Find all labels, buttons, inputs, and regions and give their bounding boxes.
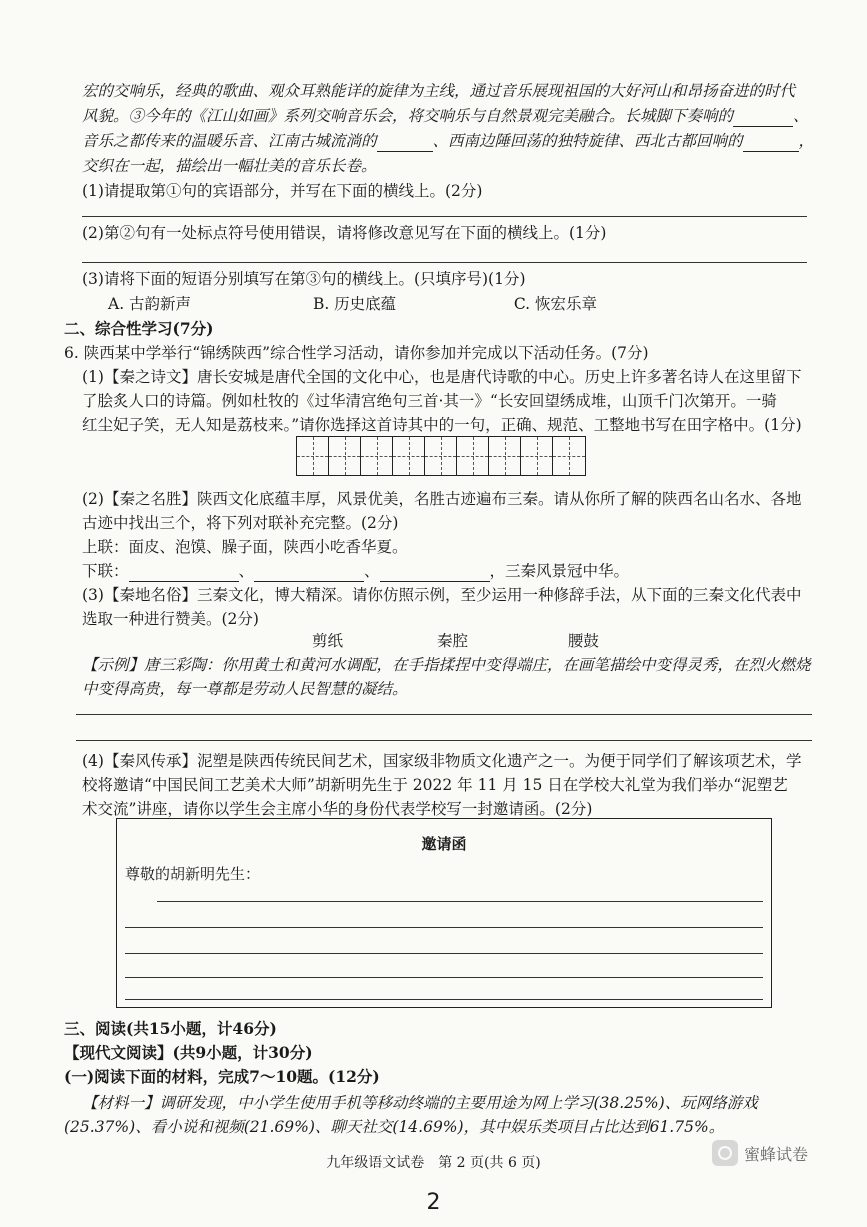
q5-sub1: (1)请提取第①句的宾语部分，并写在下面的横线上。(2分): [82, 182, 483, 200]
q6-s4-text: 术交流”讲座，请你以学生会主席小华的身份代表学校写一封邀请函。(2分): [82, 800, 593, 818]
watermark-text: 蜜蜂试卷: [744, 1144, 809, 1164]
passage-text: 音乐之都传来的温暖乐音、江南古城流淌的: [82, 132, 377, 150]
q5-options: [108, 293, 817, 315]
q6-s3-text: (3)【秦地名俗】三秦文化，博大精深。请你仿照示例，至少运用一种修辞手法，从下面的三秦文化代表中: [82, 586, 802, 604]
fill-blank[interactable]: [254, 565, 364, 582]
invitation-letter-box: [116, 818, 772, 1008]
letter-line[interactable]: [125, 927, 763, 928]
watermark: [712, 1140, 808, 1166]
q5-sub2: (2)第②句有一处标点符号使用错误，请将修改意见写在下面的横线上。(1分): [82, 224, 607, 242]
couplet-lower: 下联： 、 、 ，三秦风景冠中华。: [82, 562, 630, 580]
passage-text: ，: [798, 132, 815, 150]
grid-cell[interactable]: [457, 437, 489, 475]
culture-item: 秦腔: [436, 632, 468, 650]
grid-cell[interactable]: [393, 437, 425, 475]
grid-cell[interactable]: [297, 437, 329, 475]
part-title: (一)阅读下面的材料，完成7～10题。(12分): [64, 1067, 380, 1086]
q6-s2-text: (2)【秦之名胜】陕西文化底蕴丰厚，风景优美，名胜古迹遍布三秦。请从你所了解的陕西名山名水、各地: [82, 490, 802, 508]
grid-cell[interactable]: [553, 437, 585, 475]
section-subtitle: 【现代文阅读】(共9小题，计30分): [64, 1043, 313, 1062]
passage-line: 交织在一起，描绘出一幅壮美的音乐长卷。: [82, 157, 377, 175]
letter-line[interactable]: [125, 953, 763, 954]
passage-text: 风貌。③今年的《江山如画》系列交响音乐会，将交响乐与自然景观完美融合。长城脚下奏响的: [82, 107, 734, 125]
passage-line: [82, 105, 817, 127]
grid-cell[interactable]: [329, 437, 361, 475]
tianzi-grid[interactable]: [296, 436, 586, 476]
q5-sub3: (3)请将下面的短语分别填写在第③句的横线上。(只填序号)(1分): [82, 270, 526, 288]
fill-blank[interactable]: [380, 565, 490, 582]
example-text: 中变得高贵，每一尊都是劳动人民智慧的凝结。: [82, 680, 408, 698]
fill-blank[interactable]: [743, 135, 799, 152]
page-number: 2: [426, 1190, 441, 1215]
couplet-upper: 上联：面皮、泡馍、臊子面，陕西小吃香华夏。: [82, 538, 408, 556]
q6-s2-text: 古迹中找出三个，将下列对联补充完整。(2分): [82, 514, 399, 532]
fill-blank[interactable]: [733, 110, 793, 127]
fill-blank[interactable]: [377, 135, 433, 152]
option-c: C. 恢宏乐章: [513, 295, 598, 313]
material-text: (25.37%)、看小说和视频(21.69%)、聊天社交(14.69%)，其中娱乐类项目占比达到61.75%。: [64, 1118, 725, 1136]
q6-s4-text: (4)【秦风传承】泥塑是陕西传统民间艺术，国家级非物质文化遗产之一。为便于同学们了解该项艺术，学: [82, 752, 802, 770]
bee-logo-icon: [712, 1140, 738, 1166]
q6-s3-text: 选取一种进行赞美。(2分): [82, 610, 259, 628]
letter-title: 邀请函: [421, 835, 467, 853]
q6-s1-text: 了脍炙人口的诗篇。例如杜牧的《过华清宫绝句三首·其一》“长安回望绣成堆，山顶千门次第开。一骑: [82, 392, 777, 410]
option-b: B. 历史底蕴: [312, 295, 397, 313]
letter-salutation: 尊敬的胡新明先生：: [125, 865, 261, 883]
culture-items: [312, 630, 817, 652]
culture-item: 腰鼓: [567, 632, 599, 650]
passage-text: 、: [793, 107, 809, 125]
culture-item: 剪纸: [312, 632, 344, 650]
option-a: A. 古韵新声: [108, 295, 192, 313]
example-text: 【示例】唐三彩陶：你用黄土和黄河水调配，在手指揉捏中变得端庄，在画笔描绘中变得灵秀，在烈火燃烧: [82, 656, 811, 674]
q6-s4-text: 校将邀请“中国民间工艺美术大师”胡新明先生于 2022 年 11 月 15 日在学校大礼堂为我们举办“泥塑艺: [82, 776, 788, 794]
passage-line: [82, 130, 817, 152]
q6-s1-text: 红尘妃子笑，无人知是荔枝来。”请你选择这首诗其中的一句，正确、规范、工整地书写在田字格中。(1分): [82, 416, 802, 434]
passage-line: 宏的交响乐，经典的歌曲、观众耳熟能详的旋律为主线，通过音乐展现祖国的大好河山和昂扬奋进的时代: [82, 82, 796, 100]
letter-line[interactable]: [125, 999, 763, 1000]
q6-intro: 6. 陕西某中学举行“锦绣陕西”综合性学习活动，请你参加并完成以下活动任务。(7分): [64, 344, 649, 362]
couplet-lower-label: 下联：: [82, 562, 129, 580]
section-title: 二、综合性学习(7分): [64, 319, 214, 338]
answer-line[interactable]: [82, 262, 807, 263]
answer-line[interactable]: [76, 740, 812, 741]
couplet-lower-end: ，三秦风景冠中华。: [489, 562, 630, 580]
section-title: 三、阅读(共15小题，计46分): [64, 1019, 277, 1038]
grid-cell[interactable]: [361, 437, 393, 475]
material-text: 【材料一】调研发现，中小学生使用手机等移动终端的主要用途为网上学习(38.25%)、玩网络游戏: [82, 1094, 758, 1112]
grid-cell[interactable]: [521, 437, 553, 475]
grid-cell[interactable]: [489, 437, 521, 475]
answer-line[interactable]: [82, 216, 807, 217]
grid-cell[interactable]: [425, 437, 457, 475]
page-footer: 九年级语文试卷 第 2 页(共 6 页): [326, 1155, 541, 1171]
answer-line[interactable]: [76, 714, 812, 715]
letter-line[interactable]: [157, 901, 763, 902]
q6-s1-text: (1)【秦之诗文】唐长安城是唐代全国的文化中心，也是唐代诗歌的中心。历史上许多著名诗人在这里留下: [82, 368, 802, 386]
letter-line[interactable]: [125, 977, 763, 978]
passage-text: 、西南边陲回荡的独特旋律、西北古都回响的: [432, 132, 743, 150]
fill-blank[interactable]: [129, 565, 239, 582]
